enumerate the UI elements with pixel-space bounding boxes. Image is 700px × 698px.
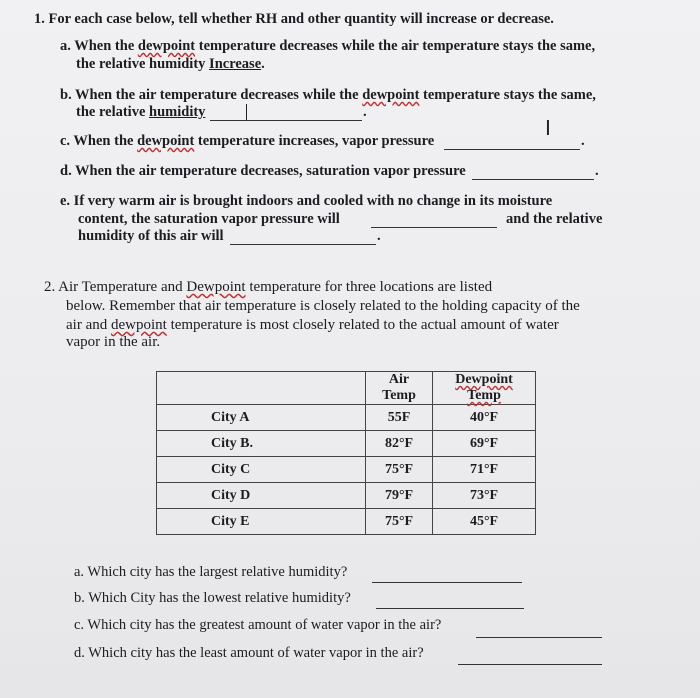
table-cell: 75°F <box>366 509 433 535</box>
q1a-line2: the relative humidity Increase. <box>76 56 265 72</box>
table-row <box>157 509 536 535</box>
q2d-answer-blank[interactable] <box>458 664 602 665</box>
table-cell: 69°F <box>433 431 536 457</box>
table-cell: 79°F <box>366 483 433 509</box>
q2c-question: c. Which city has the greatest amount of water vapor in the air? <box>74 617 442 633</box>
q2-line1: 2. Air Temperature and Dewpoint temperature for three locations are listed <box>44 279 493 295</box>
table-row <box>157 431 536 457</box>
q2-line3: air and dewpoint temperature is most closely related to the actual amount of water <box>66 317 559 333</box>
text-caret <box>246 104 247 120</box>
q1a-line1: a. When the dewpoint temperature decreases while the air temperature stays the same, <box>60 38 596 54</box>
text-cursor-icon: I <box>545 116 551 140</box>
q1d-period: . <box>595 163 599 179</box>
q1e-line2a: content, the saturation vapor pressure will <box>78 211 340 227</box>
q2b-question: b. Which City has the lowest relative humidity? <box>74 590 351 606</box>
q1b-answer-blank[interactable] <box>210 120 362 121</box>
table-header-cell: Air Temp <box>366 372 433 405</box>
table-cell: 73°F <box>433 483 536 509</box>
q2a-question: a. Which city has the largest relative humidity? <box>74 564 348 580</box>
table-cell: 55F <box>366 405 433 431</box>
table-header-cell <box>157 372 366 405</box>
table-cell: 71°F <box>433 457 536 483</box>
table-cell: City D <box>157 483 366 509</box>
table-header-cell: Dewpoint Temp <box>433 372 536 405</box>
q1d-text: d. When the air temperature decreases, saturation vapor pressure <box>60 163 466 179</box>
q1-heading: 1. For each case below, tell whether RH and other quantity will increase or decrease. <box>34 11 554 27</box>
q1d-answer-blank[interactable] <box>472 179 594 180</box>
q1c-period: . <box>581 133 585 149</box>
q1e-period: . <box>377 228 381 244</box>
table-header-row <box>157 372 536 405</box>
q1c-answer-blank[interactable] <box>444 149 580 150</box>
table-cell: City E <box>157 509 366 535</box>
q2a-answer-blank[interactable] <box>372 582 522 583</box>
table-cell: City B. <box>157 431 366 457</box>
q1b-line2: the relative humidity <box>76 104 206 120</box>
q1e-answer-blank-1[interactable] <box>371 227 497 228</box>
q1a-answer: Increase <box>209 56 262 72</box>
q1b-line1: b. When the air temperature decreases while the dewpoint temperature stays the same, <box>60 87 596 103</box>
table-cell: 82°F <box>366 431 433 457</box>
table-cell: 40°F <box>433 405 536 431</box>
temperature-table <box>156 371 536 535</box>
table-cell: City A <box>157 405 366 431</box>
q1e-line3: humidity of this air will <box>78 228 224 244</box>
q2c-answer-blank[interactable] <box>476 637 602 638</box>
q2b-answer-blank[interactable] <box>376 608 524 609</box>
q1c-text: c. When the dewpoint temperature increases, vapor pressure <box>60 133 435 149</box>
table-row <box>157 483 536 509</box>
q1e-answer-blank-2[interactable] <box>230 244 376 245</box>
q1b-answer: humidity <box>149 104 206 120</box>
q1e-line1: e. If very warm air is brought indoors and cooled with no change in its moisture <box>60 193 553 209</box>
table-cell: City C <box>157 457 366 483</box>
q2-line2: below. Remember that air temperature is closely related to the holding capacity of the <box>66 298 580 314</box>
q1b-period: . <box>363 104 367 120</box>
table-cell: 45°F <box>433 509 536 535</box>
table-cell: 75°F <box>366 457 433 483</box>
q2d-question: d. Which city has the least amount of water vapor in the air? <box>74 645 424 661</box>
table-row <box>157 405 536 431</box>
q2-line4: vapor in the air. <box>66 334 161 350</box>
table-row <box>157 457 536 483</box>
q1e-line2b: and the relative <box>506 211 603 227</box>
